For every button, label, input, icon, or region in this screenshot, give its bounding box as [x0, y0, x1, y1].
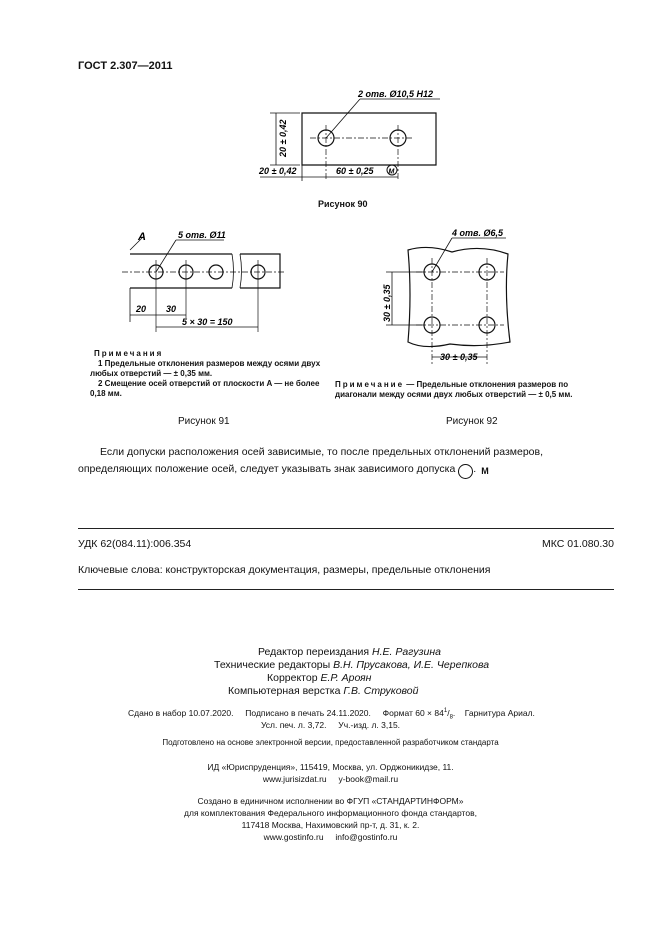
publisher-line-4: для комплектования Федерального информационного фонда стандартов,	[184, 808, 477, 818]
fig92-dim-v: 30 ± 0,35	[382, 284, 392, 322]
fig90-dim-holes: 2 отв. Ø10,5 H12	[358, 89, 433, 99]
fig91-dim-30: 30	[166, 304, 177, 314]
fig91-note-1: 1 Предельные отклонения размеров между осями двух любых отверстий — ± 0,35 мм.	[90, 359, 321, 378]
credit-layout: Компьютерная верстка Г.В. Струковой	[228, 685, 419, 697]
publisher-line-2: www.jurisizdat.ru y-book@mail.ru	[262, 774, 399, 784]
fig90-circled-m: M	[388, 168, 395, 176]
fig90-dim-pitch: 60 ± 0,25	[336, 166, 374, 176]
credit-editor: Редактор переиздания Н.Е. Рагузина	[258, 646, 441, 658]
keywords: Ключевые слова: конструкторская документация, размеры, предельные отклонения	[78, 564, 491, 576]
figure-90-drawing	[240, 85, 460, 195]
figure-92-drawing	[380, 222, 520, 367]
divider-bottom	[78, 589, 614, 590]
fig92-dim-holes: 4 отв. Ø6,5	[452, 228, 503, 238]
fig92-note-title: Примечание	[335, 380, 405, 389]
publisher-line-6: www.gostinfo.ru info@gostinfo.ru	[263, 832, 398, 842]
figure-91-caption: Рисунок 91	[178, 416, 230, 427]
udk-code: УДК 62(084.11):006.354	[78, 538, 192, 550]
publisher-line-5: 117418 Москва, Нахимовский пр-т, д. 31, к. 2.	[241, 820, 420, 830]
divider-top	[78, 528, 614, 529]
fig91-dim-holes: 5 отв. Ø11	[178, 230, 226, 240]
imprint-line-2: Усл. печ. л. 3,72. Уч.-изд. л. 3,15.	[260, 720, 401, 730]
credit-tech-editors: Технические редакторы В.Н. Прусакова, И.Е. Черепкова	[214, 659, 490, 671]
fig91-dim-total: 5 × 30 = 150	[182, 317, 233, 327]
fig91-dim-20: 20	[136, 304, 147, 314]
fig90-dim-height: 20 ± 0,42	[278, 119, 288, 157]
publisher-line-3: Создано в единичном исполнении во ФГУП «СТАНДАРТИНФОРМ»	[197, 796, 464, 806]
figure-92-caption: Рисунок 92	[446, 416, 498, 427]
imprint-line-3: Подготовлено на основе электронной версии, предоставленной разработчиком стандарта	[162, 738, 499, 747]
document-header: ГОСТ 2.307—2011	[78, 60, 173, 72]
fig90-plate	[302, 113, 436, 165]
figure-91-drawing	[120, 222, 290, 342]
fig90-dim-left: 20 ± 0,42	[259, 166, 297, 176]
fig91-label-a: A	[138, 231, 146, 243]
mks-code: МКС 01.080.30	[542, 538, 614, 550]
publisher-line-1: ИД «Юриспруденция», 115419, Москва, ул. Орджоникидзе, 11.	[207, 762, 454, 772]
fig91-note-2: 2 Смещение осей отверстий от плоскости A — не более 0,18 мм.	[90, 379, 320, 398]
imprint-line-1: Сдано в набор 10.07.2020. Подписано в печать 24.11.2020. Формат $60 \times 84^1/_8$. Гарнитура Ариал.	[128, 708, 535, 721]
fig92-plate	[408, 247, 510, 346]
body-paragraph: Если допуски расположения осей зависимые, то после предельных отклонений размеров, определяющих положение осей, следует указывать знак зависимого допуска M.	[78, 444, 614, 479]
fig92-note-text: — Предельные отклонения размеров по диагонали между осями двух любых отверстий — ± 0,5 мм.	[335, 380, 573, 399]
figure-90-caption: Рисунок 90	[318, 199, 368, 209]
dependent-tolerance-symbol: M	[458, 464, 473, 479]
credit-corrector: Корректор Е.Р. Ароян	[267, 672, 372, 684]
fig92-dim-h: 30 ± 0,35	[440, 352, 478, 362]
fig91-plate	[130, 254, 280, 288]
fig91-note-title: Примечания	[94, 349, 164, 358]
